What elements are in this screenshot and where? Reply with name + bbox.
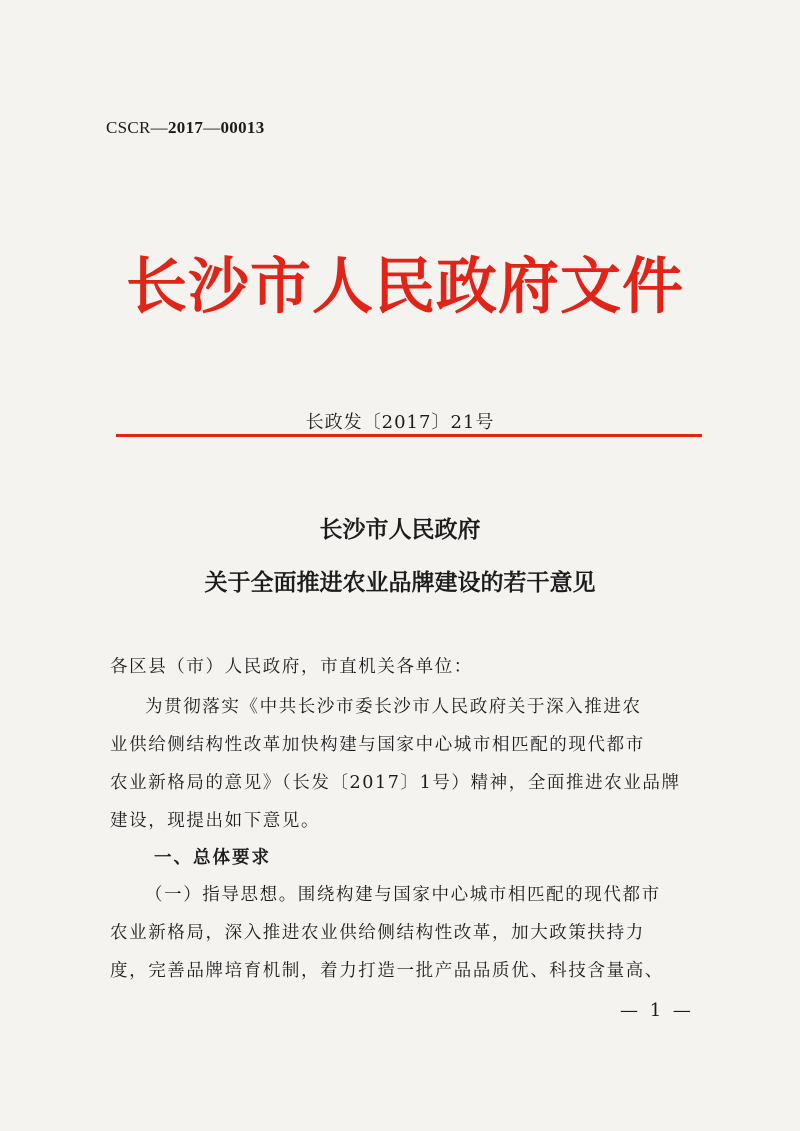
intro-line: 为贯彻落实《中共长沙市委长沙市人民政府关于深入推进农 — [145, 697, 642, 717]
intro-line: 业供给侧结构性改革加快构建与国家中心城市相匹配的现代都市 — [110, 735, 645, 755]
doc-code-year: 2017 — [167, 118, 204, 137]
doc-code-number: 00013 — [220, 118, 265, 137]
body-line: 农业新格局，深入推进农业供给侧结构性改革，加大政策扶持力 — [110, 923, 645, 943]
body-line: （一）指导思想。围绕构建与国家中心城市相匹配的现代都市 — [145, 885, 661, 905]
intro-line: 建设，现提出如下意见。 — [110, 811, 321, 831]
issue-number: 长政发〔2017〕21号 — [305, 412, 495, 433]
red-masthead: 长沙市人民政府文件 — [125, 251, 684, 322]
intro-paragraph — [110, 688, 725, 840]
doc-code-sep: — — [203, 118, 221, 137]
doc-code-prefix: CSCR— — [106, 118, 168, 137]
section-heading: 一、总体要求 — [154, 848, 271, 868]
body-paragraph — [110, 876, 725, 990]
document-title-subject: 关于全面推进农业品牌建设的若干意见 — [204, 569, 596, 596]
body-line: 度，完善品牌培育机制，着力打造一批产品品质优、科技含量高、 — [110, 961, 664, 981]
document-code — [106, 118, 265, 138]
addressee-line: 各区县（市）人民政府，市直机关各单位： — [110, 657, 473, 677]
document-title-issuer: 长沙市人民政府 — [319, 516, 481, 543]
page-number: — 1 — — [620, 1000, 694, 1021]
intro-line: 农业新格局的意见》（长发〔2017〕1号）精神，全面推进农业品牌 — [110, 773, 681, 793]
red-rule-divider — [116, 434, 702, 437]
